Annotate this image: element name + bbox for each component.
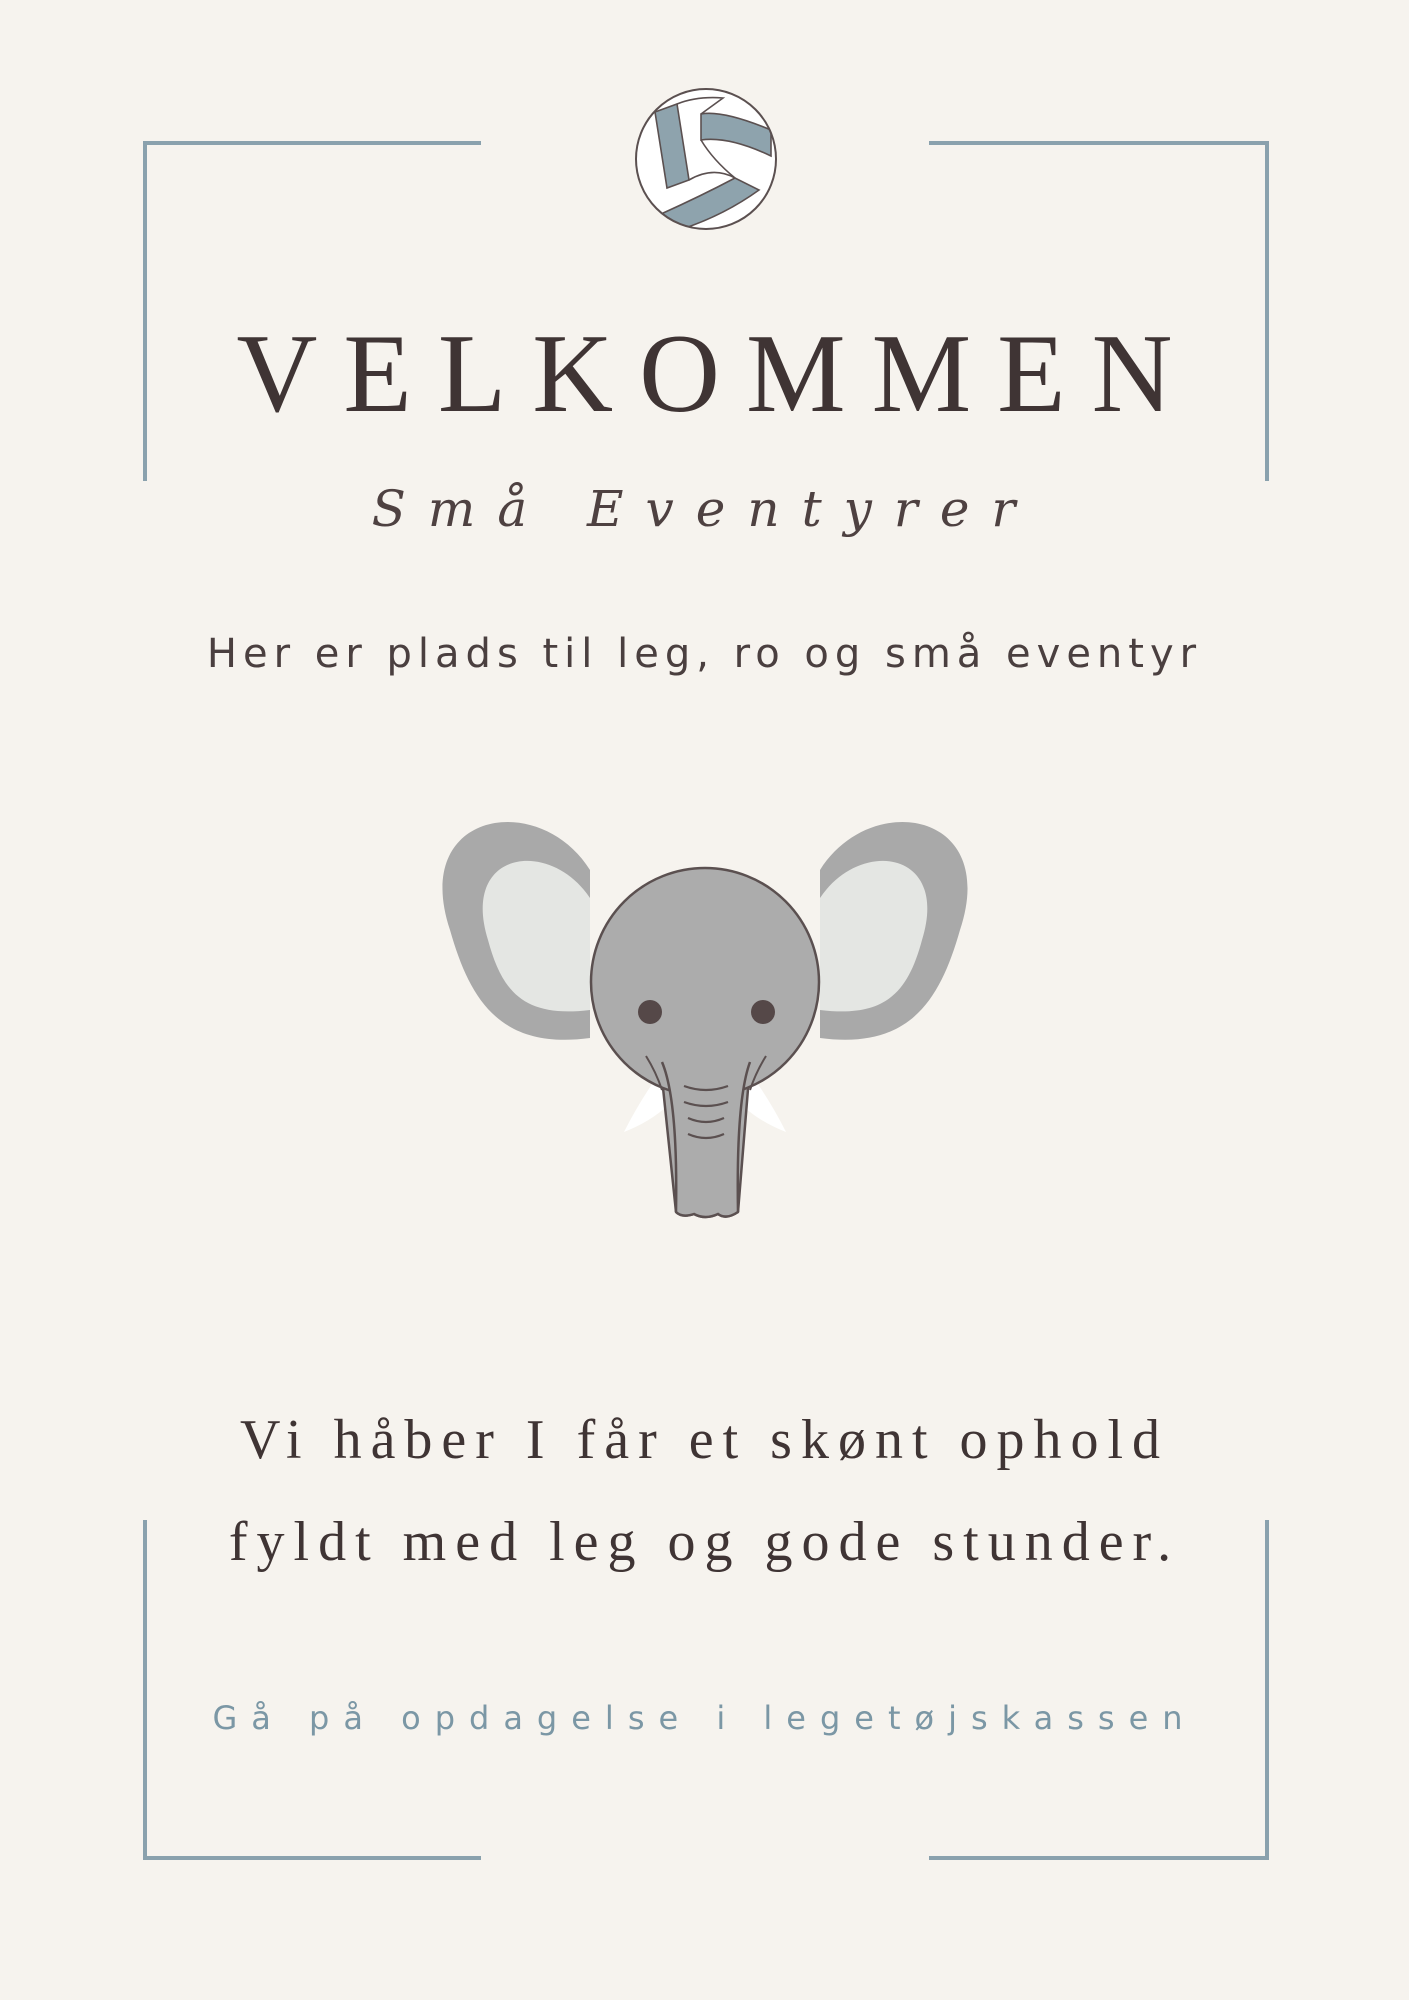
- frame-top-right-horizontal: [929, 141, 1269, 145]
- frame-bottom-right-horizontal: [929, 1856, 1269, 1860]
- tagline: Her er plads til leg, ro og små eventyr: [206, 631, 1203, 677]
- message-line-2: fyldt med leg og gode stunder.: [228, 1511, 1181, 1573]
- frame-top-left-horizontal: [143, 141, 481, 145]
- elephant-icon: [440, 800, 970, 1240]
- frame-bottom-left-vertical: [143, 1520, 147, 1860]
- volleyball-icon: [631, 84, 781, 234]
- frame-bottom-left-horizontal: [143, 1856, 481, 1860]
- footer-text: Gå på opdagelse i legetøjskassen: [212, 1699, 1197, 1737]
- page-title: VELKOMMEN: [236, 312, 1199, 436]
- frame-top-left-vertical: [143, 141, 147, 481]
- message-line-1: Vi håber I får et skønt ophold: [239, 1409, 1170, 1471]
- subtitle-script: Små Eventyrer: [371, 480, 1038, 538]
- frame-bottom-right-vertical: [1265, 1520, 1269, 1860]
- frame-top-right-vertical: [1265, 141, 1269, 481]
